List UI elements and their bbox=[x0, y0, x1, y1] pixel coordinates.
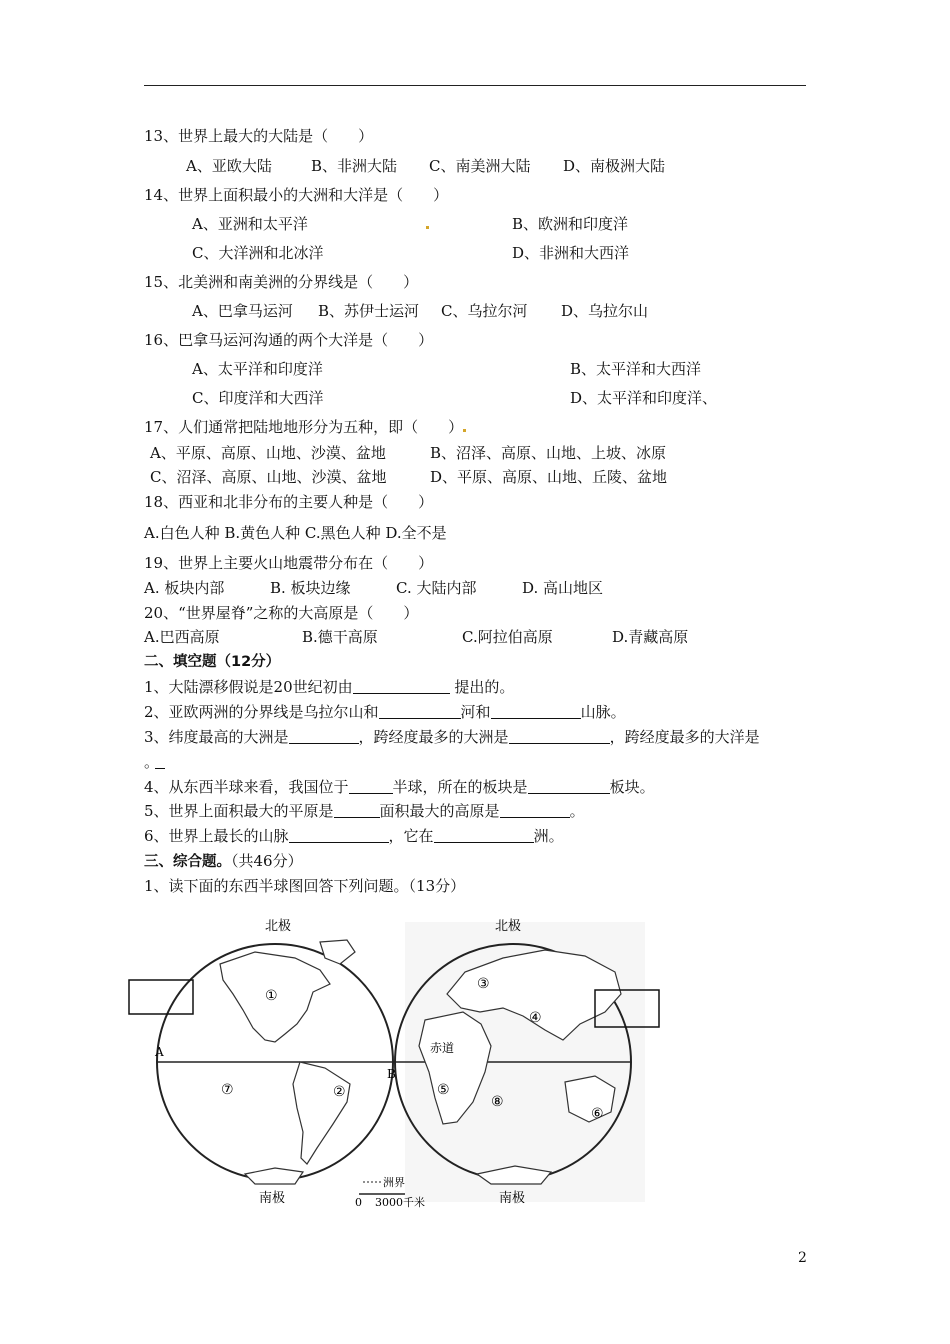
label-scale-value: 3000千米 bbox=[375, 1196, 425, 1209]
label-scale-zero: 0 bbox=[355, 1196, 362, 1209]
question-17-option-a: A、平原、高原、山地、沙漠、盆地 bbox=[150, 444, 386, 462]
marker-7: ⑦ bbox=[221, 1082, 234, 1098]
section-3-header bbox=[144, 851, 303, 872]
question-19-option-c: C. 大陆内部 bbox=[396, 579, 477, 597]
question-15-option-c: C、乌拉尔河 bbox=[441, 302, 528, 320]
question-13-option-d: D、南极洲大陆 bbox=[563, 157, 666, 175]
fill-6-text-c: 洲。 bbox=[533, 827, 564, 845]
fill-2-text-c: 山脉。 bbox=[580, 703, 626, 721]
page-number: 2 bbox=[798, 1250, 807, 1266]
stray-mark bbox=[463, 429, 466, 432]
fill-4-blank-1[interactable] bbox=[349, 779, 393, 794]
label-south-pole-west: 南极 bbox=[259, 1191, 286, 1206]
fill-3-text-a: 3、纬度最高的大洲是 bbox=[144, 728, 289, 746]
section-3-title: 三、综合题。 bbox=[144, 854, 231, 870]
question-16-option-b: B、太平洋和大西洋 bbox=[570, 360, 702, 378]
marker-3: ③ bbox=[477, 976, 490, 992]
stray-mark bbox=[426, 226, 429, 229]
question-16-option-a: A、太平洋和印度洋 bbox=[192, 360, 323, 378]
question-16-option-d: D、太平洋和印度洋、 bbox=[570, 389, 718, 407]
question-19-stem: 19、世界上主要火山地震带分布在（ ） bbox=[144, 554, 434, 572]
fill-6-text-b: ，它在 bbox=[388, 827, 434, 845]
question-20-option-c: C.阿拉伯高原 bbox=[462, 628, 553, 646]
hemispheres-map bbox=[125, 912, 665, 1212]
antarctica-west-shape bbox=[245, 1168, 303, 1184]
fill-5-blank-2[interactable] bbox=[500, 803, 570, 818]
question-20-option-a: A.巴西高原 bbox=[144, 628, 220, 646]
question-17-option-b: B、沼泽、高原、山地、上坡、冰原 bbox=[430, 444, 667, 462]
fill-6-blank-1[interactable] bbox=[289, 828, 389, 843]
label-south-pole-east: 南极 bbox=[499, 1191, 526, 1206]
question-14-option-c: C、大洋洲和北冰洋 bbox=[192, 244, 324, 262]
fill-6-blank-2[interactable] bbox=[434, 828, 534, 843]
question-18-stem: 18、西亚和北非分布的主要人种是（ ） bbox=[144, 493, 434, 511]
fill-6-text-a: 6、世界上最长的山脉 bbox=[144, 827, 289, 845]
fill-3-cont bbox=[144, 752, 165, 772]
question-19-option-b: B. 板块边缘 bbox=[270, 579, 351, 597]
fill-3 bbox=[144, 727, 760, 747]
fill-3-blank-3[interactable] bbox=[155, 754, 165, 769]
label-equator: 赤道 bbox=[430, 1041, 455, 1055]
question-17-option-d: D、平原、高原、山地、丘陵、盆地 bbox=[430, 468, 668, 486]
question-19-option-a: A. 板块内部 bbox=[144, 579, 225, 597]
fill-3-text-d: 。 bbox=[144, 753, 160, 771]
question-13-option-b: B、非洲大陆 bbox=[311, 157, 398, 175]
fill-4 bbox=[144, 777, 655, 797]
fill-3-blank-2[interactable] bbox=[509, 729, 610, 744]
question-14-option-a: A、亚洲和太平洋 bbox=[192, 215, 308, 233]
marker-6: ⑥ bbox=[591, 1106, 604, 1122]
fill-5-text-a: 5、世界上面积最大的平原是 bbox=[144, 802, 334, 820]
question-18-options: A.白色人种 B.黄色人种 C.黑色人种 D.全不是 bbox=[144, 524, 447, 542]
south-america-shape bbox=[293, 1062, 350, 1164]
question-15-option-b: B、苏伊士运河 bbox=[318, 302, 420, 320]
marker-2: ② bbox=[333, 1084, 346, 1100]
label-north-pole-west: 北极 bbox=[265, 919, 292, 934]
question-20-option-b: B.德干高原 bbox=[302, 628, 378, 646]
fill-2 bbox=[144, 702, 626, 722]
fill-1 bbox=[144, 677, 514, 697]
label-north-pole-east: 北极 bbox=[495, 919, 522, 934]
section-3-score: （共46分） bbox=[231, 852, 303, 870]
question-15-option-d: D、乌拉尔山 bbox=[561, 302, 649, 320]
question-14-stem: 14、世界上面积最小的大洲和大洋是（ ） bbox=[144, 186, 449, 204]
question-20-option-d: D.青藏高原 bbox=[612, 628, 689, 646]
fill-6 bbox=[144, 826, 564, 846]
fill-2-blank-2[interactable] bbox=[491, 704, 581, 719]
fill-1-text-a: 1、大陆漂移假说是20世纪初由 bbox=[144, 678, 353, 696]
question-17-option-c: C、沼泽、高原、山地、沙漠、盆地 bbox=[150, 468, 387, 486]
section-3-question-1: 1、读下面的东西半球图回答下列问题。（13分） bbox=[144, 877, 466, 895]
question-16-stem: 16、巴拿马运河沟通的两个大洋是（ ） bbox=[144, 331, 434, 349]
answer-box-west[interactable] bbox=[129, 980, 193, 1014]
fill-2-text-b: 河和 bbox=[460, 703, 491, 721]
fill-3-text-b: ，跨经度最多的大洲是 bbox=[358, 728, 509, 746]
question-13-option-c: C、南美洲大陆 bbox=[429, 157, 531, 175]
label-point-b: B bbox=[387, 1067, 396, 1081]
fill-5-blank-1[interactable] bbox=[334, 803, 380, 818]
header-rule bbox=[144, 85, 806, 86]
question-16-option-c: C、印度洋和大西洋 bbox=[192, 389, 324, 407]
question-13-stem: 13、世界上最大的大陆是（ ） bbox=[144, 127, 374, 145]
label-point-a: A bbox=[155, 1045, 164, 1059]
question-17-stem: 17、人们通常把陆地地形分为五种，即（ ） bbox=[144, 418, 464, 436]
fill-5-text-b: 面积最大的高原是 bbox=[379, 802, 500, 820]
fill-1-blank[interactable] bbox=[353, 679, 450, 694]
marker-5: ⑤ bbox=[437, 1082, 450, 1098]
section-2-title: 二、填空题（12分） bbox=[144, 654, 281, 670]
greenland-shape bbox=[320, 940, 355, 964]
fill-3-blank-1[interactable] bbox=[289, 729, 359, 744]
question-14-option-d: D、非洲和大西洋 bbox=[512, 244, 630, 262]
marker-1: ① bbox=[265, 988, 278, 1004]
fill-2-text-a: 2、亚欧两洲的分界线是乌拉尔山和 bbox=[144, 703, 379, 721]
fill-4-text-a: 4、从东西半球来看，我国位于 bbox=[144, 778, 349, 796]
marker-4: ④ bbox=[529, 1010, 542, 1026]
question-13-option-a: A、亚欧大陆 bbox=[186, 157, 272, 175]
question-15-option-a: A、巴拿马运河 bbox=[192, 302, 293, 320]
question-20-stem: 20、“世界屋脊”之称的大高原是（ ） bbox=[144, 604, 419, 622]
fill-4-text-c: 板块。 bbox=[609, 778, 655, 796]
fill-1-text-b: 提出的。 bbox=[449, 678, 515, 696]
label-legend-boundary: 洲界 bbox=[383, 1176, 405, 1189]
fill-5 bbox=[144, 801, 585, 821]
question-19-option-d: D. 高山地区 bbox=[522, 579, 604, 597]
fill-5-text-c: 。 bbox=[569, 802, 585, 820]
fill-3-text-c: ，跨经度最多的大洋是 bbox=[609, 728, 760, 746]
marker-8: ⑧ bbox=[491, 1094, 504, 1110]
hemispheres-map-svg bbox=[125, 912, 665, 1212]
question-14-option-b: B、欧洲和印度洋 bbox=[512, 215, 629, 233]
fill-4-blank-2[interactable] bbox=[528, 779, 610, 794]
fill-2-blank-1[interactable] bbox=[379, 704, 461, 719]
question-15-stem: 15、北美洲和南美洲的分界线是（ ） bbox=[144, 273, 419, 291]
fill-4-text-b: 半球，所在的板块是 bbox=[392, 778, 528, 796]
